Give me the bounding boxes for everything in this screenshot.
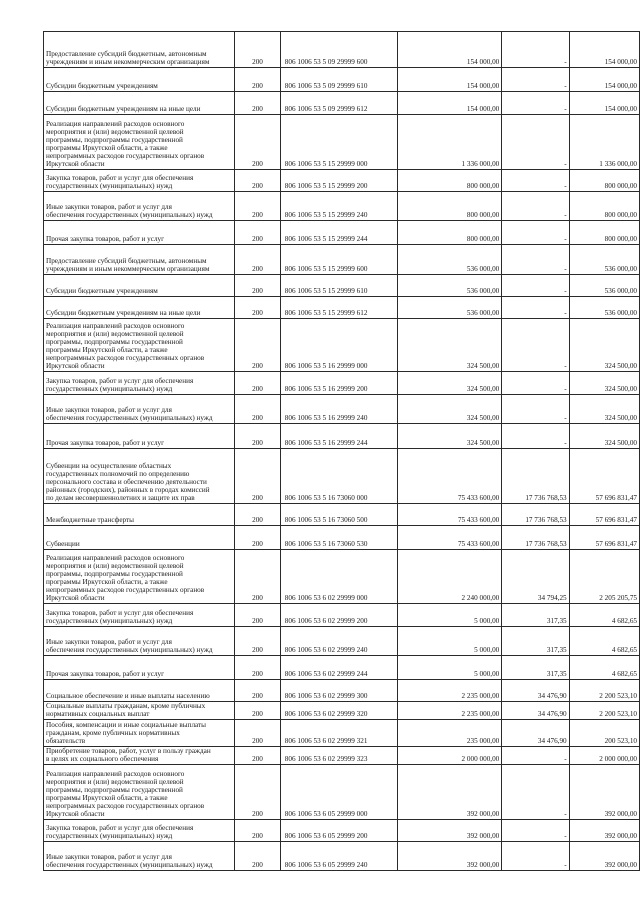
row-name-cell: Иные закупки товаров, работ и услуг для обеспечения государственных (муниципальных) нужд	[44, 627, 235, 656]
approved-amount-cell: 154 000,00	[398, 92, 502, 115]
remaining-amount-cell: 57 696 831,47	[569, 526, 639, 550]
table-row	[44, 747, 640, 765]
line-code-cell: 200	[235, 526, 281, 550]
executed-amount-cell: -	[502, 842, 569, 871]
line-code-cell: 200	[235, 68, 281, 92]
row-name-cell: Иные закупки товаров, работ и услуг для обеспечения государственных (муниципальных) нужд	[44, 842, 235, 871]
row-name-cell: Закупка товаров, работ и услуг для обеспечения государственных (муниципальных) нужд	[44, 820, 235, 842]
approved-amount-cell: 5 000,00	[398, 656, 502, 680]
executed-amount-cell: -	[502, 372, 569, 395]
table-row	[44, 92, 640, 115]
row-name-cell: Реализация направлений расходов основного мероприятия и (или) ведомственной целевой программы, подпрограммы государственной программы Иркутской области, а также непрограммных расходов государственных органов Иркутской области	[44, 550, 235, 604]
executed-amount-cell: 17 736 768,53	[502, 449, 569, 504]
approved-amount-cell: 324 500,00	[398, 424, 502, 449]
approved-amount-cell: 235 000,00	[398, 720, 502, 747]
budget-code-cell: 806 1006 53 6 02 29999 200	[280, 604, 398, 627]
table-row	[44, 115, 640, 170]
budget-code-cell: 806 1006 53 5 16 73060 000	[280, 449, 398, 504]
remaining-amount-cell: 1 336 000,00	[569, 115, 639, 170]
approved-amount-cell: 75 433 600,00	[398, 504, 502, 526]
line-code-cell: 200	[235, 504, 281, 526]
line-code-cell: 200	[235, 92, 281, 115]
executed-amount-cell: -	[502, 820, 569, 842]
line-code-cell: 200	[235, 372, 281, 395]
table-row	[44, 221, 640, 245]
line-code-cell: 200	[235, 424, 281, 449]
line-code-cell: 200	[235, 550, 281, 604]
budget-code-cell: 806 1006 53 5 15 29999 244	[280, 221, 398, 245]
line-code-cell: 200	[235, 221, 281, 245]
approved-amount-cell: 536 000,00	[398, 275, 502, 297]
remaining-amount-cell: 800 000,00	[569, 192, 639, 221]
executed-amount-cell: -	[502, 319, 569, 372]
remaining-amount-cell: 154 000,00	[569, 92, 639, 115]
remaining-amount-cell: 2 200 523,10	[569, 702, 639, 720]
table-row	[44, 449, 640, 504]
row-name-cell: Прочая закупка товаров, работ и услуг	[44, 656, 235, 680]
remaining-amount-cell: 800 000,00	[569, 221, 639, 245]
line-code-cell: 200	[235, 297, 281, 319]
remaining-amount-cell: 2 200 523,10	[569, 680, 639, 702]
remaining-amount-cell: 324 500,00	[569, 319, 639, 372]
row-name-cell: Социальные выплаты гражданам, кроме публичных нормативных социальных выплат	[44, 702, 235, 720]
executed-amount-cell: 34 476,90	[502, 680, 569, 702]
executed-amount-cell: -	[502, 68, 569, 92]
table-row	[44, 395, 640, 424]
approved-amount-cell: 2 235 000,00	[398, 702, 502, 720]
table-row	[44, 275, 640, 297]
row-name-cell: Закупка товаров, работ и услуг для обеспечения государственных (муниципальных) нужд	[44, 372, 235, 395]
table-row	[44, 372, 640, 395]
line-code-cell: 200	[235, 702, 281, 720]
row-name-cell: Социальное обеспечение и иные выплаты населению	[44, 680, 235, 702]
executed-amount-cell: 34 476,90	[502, 720, 569, 747]
budget-code-cell: 806 1006 53 5 15 29999 240	[280, 192, 398, 221]
budget-code-cell: 806 1006 53 5 15 29999 200	[280, 170, 398, 192]
row-name-cell: Пособия, компенсации и иные социальные выплаты гражданам, кроме публичных нормативных обязательств	[44, 720, 235, 747]
approved-amount-cell: 154 000,00	[398, 68, 502, 92]
remaining-amount-cell: 324 500,00	[569, 424, 639, 449]
table-row	[44, 842, 640, 871]
budget-code-cell: 806 1006 53 6 02 29999 244	[280, 656, 398, 680]
row-name-cell: Реализация направлений расходов основного мероприятия и (или) ведомственной целевой программы, подпрограммы государственной программы Иркутской области, а также непрограммных расходов государственных органов Иркутской области	[44, 115, 235, 170]
table-row	[44, 550, 640, 604]
approved-amount-cell: 75 433 600,00	[398, 449, 502, 504]
remaining-amount-cell: 324 500,00	[569, 395, 639, 424]
table-row	[44, 680, 640, 702]
table-row	[44, 656, 640, 680]
budget-code-cell: 806 1006 53 5 15 29999 600	[280, 245, 398, 275]
approved-amount-cell: 324 500,00	[398, 395, 502, 424]
budget-code-cell: 806 1006 53 5 16 29999 240	[280, 395, 398, 424]
remaining-amount-cell: 4 682,65	[569, 627, 639, 656]
line-code-cell: 200	[235, 319, 281, 372]
row-name-cell: Прочая закупка товаров, работ и услуг	[44, 221, 235, 245]
budget-code-cell: 806 1006 53 5 15 29999 000	[280, 115, 398, 170]
remaining-amount-cell: 536 000,00	[569, 297, 639, 319]
approved-amount-cell: 5 000,00	[398, 627, 502, 656]
executed-amount-cell: 17 736 768,53	[502, 504, 569, 526]
line-code-cell: 200	[235, 604, 281, 627]
executed-amount-cell: -	[502, 92, 569, 115]
executed-amount-cell: -	[502, 765, 569, 820]
remaining-amount-cell: 57 696 831,47	[569, 449, 639, 504]
budget-code-cell: 806 1006 53 6 02 29999 321	[280, 720, 398, 747]
line-code-cell: 200	[235, 680, 281, 702]
budget-code-cell: 806 1006 53 5 09 29999 600	[280, 32, 398, 68]
row-name-cell: Субсидии бюджетным учреждениям на иные цели	[44, 92, 235, 115]
budget-code-cell: 806 1006 53 5 16 73060 530	[280, 526, 398, 550]
line-code-cell: 200	[235, 449, 281, 504]
remaining-amount-cell: 392 000,00	[569, 842, 639, 871]
row-name-cell: Субсидии бюджетным учреждениям	[44, 275, 235, 297]
executed-amount-cell: 34 794,25	[502, 550, 569, 604]
budget-code-cell: 806 1006 53 6 05 29999 240	[280, 842, 398, 871]
line-code-cell: 200	[235, 245, 281, 275]
budget-code-cell: 806 1006 53 5 09 29999 612	[280, 92, 398, 115]
approved-amount-cell: 392 000,00	[398, 842, 502, 871]
executed-amount-cell: 317,35	[502, 656, 569, 680]
budget-code-cell: 806 1006 53 5 16 29999 244	[280, 424, 398, 449]
row-name-cell: Межбюджетные трансферты	[44, 504, 235, 526]
row-name-cell: Иные закупки товаров, работ и услуг для обеспечения государственных (муниципальных) нужд	[44, 395, 235, 424]
line-code-cell: 200	[235, 395, 281, 424]
remaining-amount-cell: 800 000,00	[569, 170, 639, 192]
row-name-cell: Приобретение товаров, работ, услуг в пользу граждан в целях их социального обеспечения	[44, 747, 235, 765]
line-code-cell: 200	[235, 170, 281, 192]
approved-amount-cell: 392 000,00	[398, 765, 502, 820]
approved-amount-cell: 800 000,00	[398, 192, 502, 221]
table-row	[44, 68, 640, 92]
approved-amount-cell: 536 000,00	[398, 297, 502, 319]
table-row	[44, 32, 640, 68]
row-name-cell: Иные закупки товаров, работ и услуг для обеспечения государственных (муниципальных) нужд	[44, 192, 235, 221]
approved-amount-cell: 2 235 000,00	[398, 680, 502, 702]
budget-code-cell: 806 1006 53 6 05 29999 200	[280, 820, 398, 842]
table-row	[44, 765, 640, 820]
remaining-amount-cell: 536 000,00	[569, 245, 639, 275]
executed-amount-cell: -	[502, 221, 569, 245]
approved-amount-cell: 2 000 000,00	[398, 747, 502, 765]
row-name-cell: Субвенции на осуществление областных государственных полномочий по определению персонального состава и обеспечению деятельности районных (городских), районных в городах комиссий по делам несовершеннолетних и защите их прав	[44, 449, 235, 504]
remaining-amount-cell: 392 000,00	[569, 765, 639, 820]
remaining-amount-cell: 154 000,00	[569, 68, 639, 92]
executed-amount-cell: 317,35	[502, 627, 569, 656]
approved-amount-cell: 1 336 000,00	[398, 115, 502, 170]
budget-code-cell: 806 1006 53 5 16 29999 200	[280, 372, 398, 395]
line-code-cell: 200	[235, 656, 281, 680]
budget-code-cell: 806 1006 53 6 02 29999 323	[280, 747, 398, 765]
executed-amount-cell: -	[502, 747, 569, 765]
executed-amount-cell: -	[502, 245, 569, 275]
row-name-cell: Субсидии бюджетным учреждениям	[44, 68, 235, 92]
table-row	[44, 720, 640, 747]
row-name-cell: Реализация направлений расходов основного мероприятия и (или) ведомственной целевой программы, подпрограммы государственной программы Иркутской области, а также непрограммных расходов государственных органов Иркутской области	[44, 319, 235, 372]
row-name-cell: Закупка товаров, работ и услуг для обеспечения государственных (муниципальных) нужд	[44, 170, 235, 192]
line-code-cell: 200	[235, 820, 281, 842]
approved-amount-cell: 536 000,00	[398, 245, 502, 275]
approved-amount-cell: 5 000,00	[398, 604, 502, 627]
line-code-cell: 200	[235, 747, 281, 765]
line-code-cell: 200	[235, 192, 281, 221]
row-name-cell: Прочая закупка товаров, работ и услуг	[44, 424, 235, 449]
table-row	[44, 702, 640, 720]
executed-amount-cell: -	[502, 275, 569, 297]
remaining-amount-cell: 392 000,00	[569, 820, 639, 842]
budget-code-cell: 806 1006 53 6 02 29999 320	[280, 702, 398, 720]
line-code-cell: 200	[235, 720, 281, 747]
row-name-cell: Предоставление субсидий бюджетным, автономным учреждениям и иным некоммерческим организациям	[44, 32, 235, 68]
remaining-amount-cell: 4 682,65	[569, 604, 639, 627]
table-row	[44, 319, 640, 372]
budget-code-cell: 806 1006 53 5 15 29999 610	[280, 275, 398, 297]
executed-amount-cell: -	[502, 115, 569, 170]
row-name-cell: Субвенции	[44, 526, 235, 550]
executed-amount-cell: 317,35	[502, 604, 569, 627]
table-row	[44, 245, 640, 275]
table-body	[44, 32, 640, 871]
executed-amount-cell: -	[502, 297, 569, 319]
executed-amount-cell: -	[502, 395, 569, 424]
approved-amount-cell: 75 433 600,00	[398, 526, 502, 550]
row-name-cell: Реализация направлений расходов основного мероприятия и (или) ведомственной целевой программы, подпрограммы государственной программы Иркутской области, а также непрограммных расходов государственных органов Иркутской области	[44, 765, 235, 820]
row-name-cell: Субсидии бюджетным учреждениям на иные цели	[44, 297, 235, 319]
approved-amount-cell: 392 000,00	[398, 820, 502, 842]
executed-amount-cell: 34 476,90	[502, 702, 569, 720]
budget-code-cell: 806 1006 53 6 02 29999 300	[280, 680, 398, 702]
remaining-amount-cell: 200 523,10	[569, 720, 639, 747]
budget-code-cell: 806 1006 53 5 16 73060 500	[280, 504, 398, 526]
table-row	[44, 820, 640, 842]
executed-amount-cell: -	[502, 170, 569, 192]
executed-amount-cell: -	[502, 32, 569, 68]
approved-amount-cell: 800 000,00	[398, 170, 502, 192]
approved-amount-cell: 324 500,00	[398, 319, 502, 372]
line-code-cell: 200	[235, 765, 281, 820]
table-row	[44, 526, 640, 550]
line-code-cell: 200	[235, 627, 281, 656]
budget-code-cell: 806 1006 53 6 02 29999 240	[280, 627, 398, 656]
approved-amount-cell: 800 000,00	[398, 221, 502, 245]
executed-amount-cell: -	[502, 424, 569, 449]
line-code-cell: 200	[235, 115, 281, 170]
approved-amount-cell: 154 000,00	[398, 32, 502, 68]
remaining-amount-cell: 57 696 831,47	[569, 504, 639, 526]
remaining-amount-cell: 324 500,00	[569, 372, 639, 395]
table-row	[44, 627, 640, 656]
remaining-amount-cell: 154 000,00	[569, 32, 639, 68]
row-name-cell: Предоставление субсидий бюджетным, автономным учреждениям и иным некоммерческим организациям	[44, 245, 235, 275]
table-row	[44, 424, 640, 449]
line-code-cell: 200	[235, 32, 281, 68]
approved-amount-cell: 2 240 000,00	[398, 550, 502, 604]
approved-amount-cell: 324 500,00	[398, 372, 502, 395]
budget-execution-table	[43, 31, 640, 871]
table-row	[44, 192, 640, 221]
remaining-amount-cell: 2 205 205,75	[569, 550, 639, 604]
budget-code-cell: 806 1006 53 5 15 29999 612	[280, 297, 398, 319]
budget-code-cell: 806 1006 53 6 05 29999 000	[280, 765, 398, 820]
table-row	[44, 297, 640, 319]
line-code-cell: 200	[235, 842, 281, 871]
row-name-cell: Закупка товаров, работ и услуг для обеспечения государственных (муниципальных) нужд	[44, 604, 235, 627]
line-code-cell: 200	[235, 275, 281, 297]
table-row	[44, 604, 640, 627]
remaining-amount-cell: 4 682,65	[569, 656, 639, 680]
table-row	[44, 170, 640, 192]
budget-code-cell: 806 1006 53 6 02 29999 000	[280, 550, 398, 604]
budget-code-cell: 806 1006 53 5 16 29999 000	[280, 319, 398, 372]
remaining-amount-cell: 536 000,00	[569, 275, 639, 297]
executed-amount-cell: -	[502, 192, 569, 221]
remaining-amount-cell: 2 000 000,00	[569, 747, 639, 765]
table-row	[44, 504, 640, 526]
budget-code-cell: 806 1006 53 5 09 29999 610	[280, 68, 398, 92]
executed-amount-cell: 17 736 768,53	[502, 526, 569, 550]
